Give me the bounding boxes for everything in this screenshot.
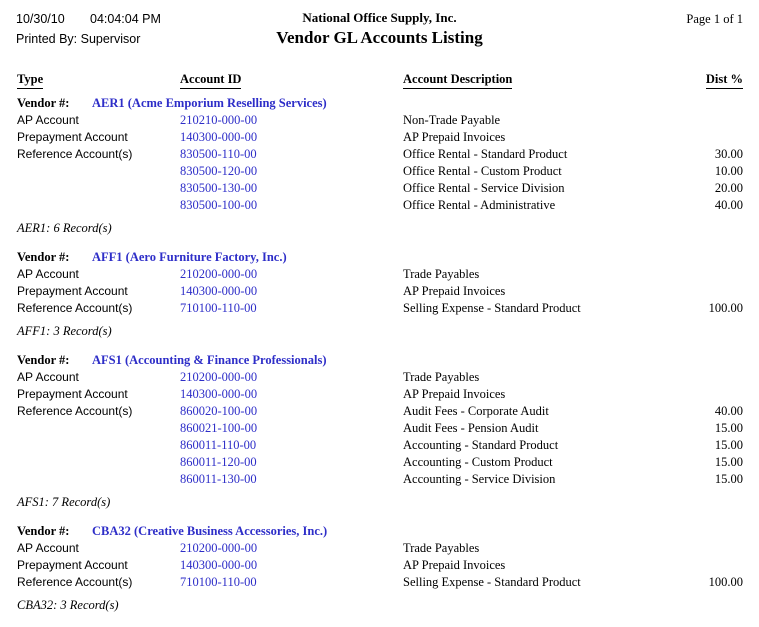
account-id-link[interactable]: 140300-000-00 [180,387,258,401]
account-id-link[interactable]: 210200-000-00 [180,370,258,384]
account-row [0,164,759,181]
account-row [0,404,759,421]
vendor-group [0,524,759,627]
account-row [0,455,759,472]
account-description: Trade Payables [403,267,480,281]
vendor-group [0,250,759,353]
vendor-link[interactable]: AER1 (Acme Emporium Reselling Services) [92,96,327,110]
account-row [0,130,759,147]
account-description: Trade Payables [403,541,480,555]
account-row [0,558,759,575]
account-id-link[interactable]: 830500-100-00 [180,198,258,212]
account-row [0,147,759,164]
page-indicator: Page 1 of 1 [686,12,743,26]
vendor-group [0,96,759,250]
dist-percent: 100.00 [708,575,743,589]
account-description: Selling Expense - Standard Product [403,575,581,589]
column-header-description: Account Description [403,72,512,89]
report-header [0,0,759,50]
account-row [0,198,759,215]
account-row [0,438,759,455]
vendor-label: Vendor #: [17,353,70,367]
group-subtotal-text: AFS1: 7 Record(s) [17,495,111,509]
group-subtotal-row [0,489,759,515]
dist-percent: 30.00 [714,147,743,161]
account-id-link[interactable]: 210200-000-00 [180,267,258,281]
account-description: Audit Fees - Pension Audit [403,421,539,435]
dist-percent: 100.00 [708,301,743,315]
dist-percent: 15.00 [714,455,743,469]
account-description: AP Prepaid Invoices [403,558,506,572]
account-description: Accounting - Custom Product [403,455,553,469]
account-id-link[interactable]: 830500-110-00 [180,147,257,161]
account-row [0,113,759,130]
account-description: Non-Trade Payable [403,113,501,127]
vendor-label: Vendor #: [17,96,70,110]
account-id-link[interactable]: 830500-130-00 [180,181,258,195]
vendor-link[interactable]: CBA32 (Creative Business Accessories, Inc.) [92,524,328,538]
group-spacer [0,344,759,353]
account-description: Accounting - Standard Product [403,438,559,452]
account-description: Audit Fees - Corporate Audit [403,404,549,418]
account-row [0,301,759,318]
account-description: Office Rental - Administrative [403,198,556,212]
account-description: Office Rental - Custom Product [403,164,562,178]
column-header-account-id: Account ID [180,72,241,89]
account-description: AP Prepaid Invoices [403,130,506,144]
account-id-link[interactable]: 210210-000-00 [180,113,258,127]
account-id-link[interactable]: 860011-110-00 [180,438,257,452]
column-header-dist: Dist % [706,72,743,89]
account-description: Trade Payables [403,370,480,384]
account-description: Selling Expense - Standard Product [403,301,581,315]
column-headers [0,72,759,94]
vendor-header-row [0,96,759,113]
vendor-label: Vendor #: [17,524,70,538]
account-type-label: Reference Account(s) [17,301,133,315]
group-spacer [0,618,759,627]
account-row [0,387,759,404]
account-type-label: Prepayment Account [17,387,128,401]
vendor-header-row [0,353,759,370]
account-description: Accounting - Service Division [403,472,556,486]
company-name: National Office Supply, Inc. [302,10,457,25]
account-type-label: Prepayment Account [17,284,128,298]
account-id-link[interactable]: 710100-110-00 [180,575,257,589]
group-subtotal-row [0,318,759,344]
account-id-link[interactable]: 140300-000-00 [180,130,258,144]
account-row [0,472,759,489]
dist-percent: 20.00 [714,181,743,195]
group-subtotal-row [0,592,759,618]
account-type-label: AP Account [17,113,79,127]
account-description: AP Prepaid Invoices [403,387,506,401]
vendor-header-row [0,250,759,267]
account-id-link[interactable]: 140300-000-00 [180,284,258,298]
account-id-link[interactable]: 140300-000-00 [180,558,258,572]
dist-percent: 15.00 [714,472,743,486]
dist-percent: 40.00 [714,198,743,212]
account-row [0,267,759,284]
account-id-link[interactable]: 210200-000-00 [180,541,258,555]
vendor-group [0,353,759,524]
vendor-header-row [0,524,759,541]
vendor-link[interactable]: AFF1 (Aero Furniture Factory, Inc.) [92,250,287,264]
account-id-link[interactable]: 710100-110-00 [180,301,257,315]
account-row [0,370,759,387]
account-row [0,541,759,558]
account-description: AP Prepaid Invoices [403,284,506,298]
account-id-link[interactable]: 860020-100-00 [180,404,258,418]
account-type-label: AP Account [17,370,79,384]
group-spacer [0,241,759,250]
report-body [0,96,759,627]
page-title: Vendor GL Accounts Listing [276,28,483,47]
dist-percent: 15.00 [714,421,743,435]
account-type-label: AP Account [17,267,79,281]
group-spacer [0,515,759,524]
report-date: 10/30/10 [16,12,65,26]
account-type-label: AP Account [17,541,79,555]
account-id-link[interactable]: 860011-130-00 [180,472,257,486]
account-row [0,284,759,301]
dist-percent: 15.00 [714,438,743,452]
group-subtotal-text: AER1: 6 Record(s) [17,221,112,235]
account-type-label: Reference Account(s) [17,404,133,418]
account-row [0,421,759,438]
account-type-label: Prepayment Account [17,130,128,144]
group-subtotal-text: CBA32: 3 Record(s) [17,598,119,612]
account-type-label: Reference Account(s) [17,575,133,589]
vendor-label: Vendor #: [17,250,70,264]
group-subtotal-text: AFF1: 3 Record(s) [17,324,112,338]
report-time: 04:04:04 PM [90,12,161,26]
account-id-link[interactable]: 830500-120-00 [180,164,258,178]
account-type-label: Reference Account(s) [17,147,133,161]
account-description: Office Rental - Service Division [403,181,565,195]
account-description: Office Rental - Standard Product [403,147,568,161]
account-type-label: Prepayment Account [17,558,128,572]
dist-percent: 40.00 [714,404,743,418]
account-id-link[interactable]: 860011-120-00 [180,455,257,469]
vendor-link[interactable]: AFS1 (Accounting & Finance Professionals) [92,353,327,367]
account-id-link[interactable]: 860021-100-00 [180,421,258,435]
account-row [0,181,759,198]
column-header-type: Type [17,72,43,89]
printed-by: Printed By: Supervisor [16,32,141,46]
account-row [0,575,759,592]
dist-percent: 10.00 [714,164,743,178]
group-subtotal-row [0,215,759,241]
